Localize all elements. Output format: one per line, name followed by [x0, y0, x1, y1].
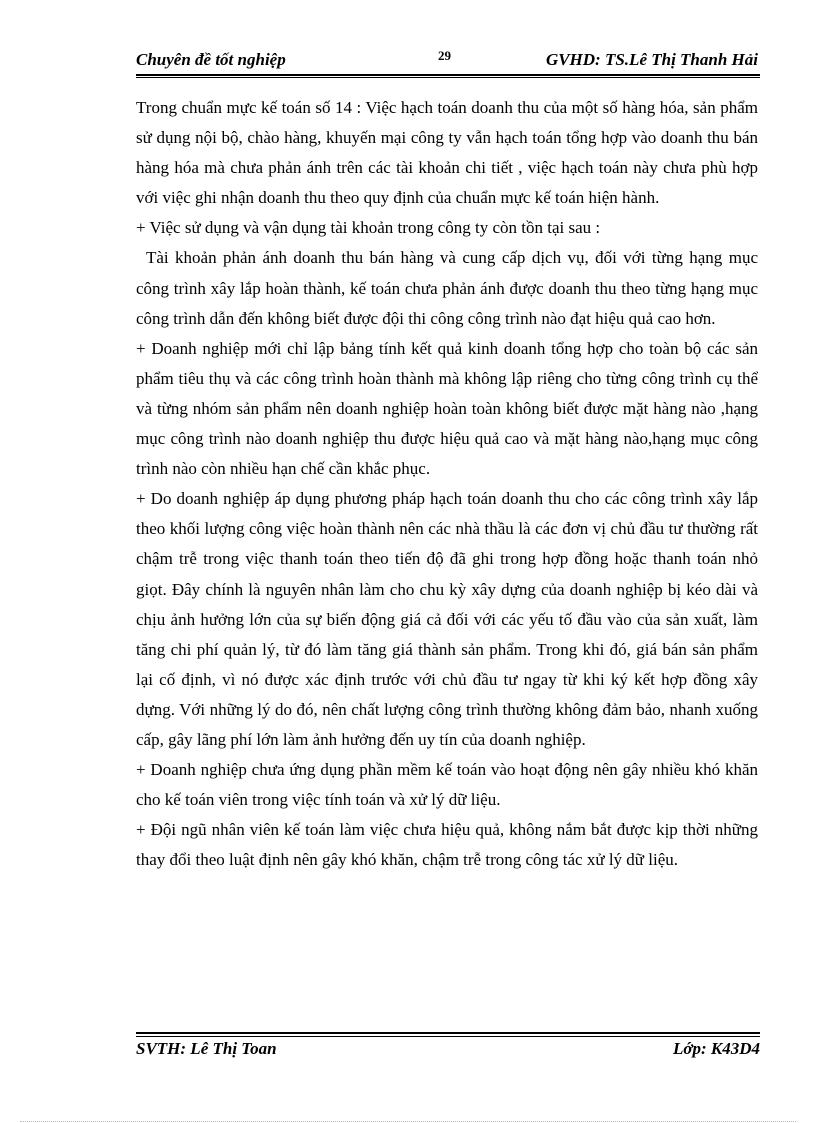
paragraph-business-results: + Doanh nghiệp mới chỉ lập bảng tính kết quả kinh doanh tổng hợp cho toàn bộ các sản phẩm tiêu thụ và các công trình hoàn thành mà không lập riêng cho từng công trình cụ thể và từng nhóm sản phẩm nên doanh nghiệp hoàn toàn không biết được mặt hàng nào ,hạng mục công trình nào doanh nghiệp thu được hiệu quả cao và mặt hàng nào,hạng mục công trình nào còn nhiều hạn chế cần khắc phục. — [136, 338, 758, 479]
footer-divider — [136, 1032, 760, 1034]
paragraph-revenue-account: Tài khoản phản ánh doanh thu bán hàng và cung cấp dịch vụ, đối với từng hạng mục công trình xây lắp hoàn thành, kế toán chưa phản ánh được doanh thu theo từng hạng mục công trình dẫn đến không biết được đội thi công công trình nào đạt hiệu quả cao hơn. — [136, 248, 758, 328]
supervisor-name: GVHD: TS.Lê Thị Thanh Hải — [545, 50, 758, 69]
header-divider — [136, 77, 760, 78]
paragraph-accounting-staff: + Đội ngũ nhân viên kế toán làm việc chưa hiệu quả, không nắm bắt được kịp thời những thay đổi theo luật định nên gây khó khăn, chậm trễ trong công tác xử lý dữ liệu. — [136, 820, 758, 870]
footer-divider-thin — [136, 1036, 760, 1037]
student-name: SVTH: Lê Thị Toan — [136, 1039, 277, 1058]
page-number: 29 — [438, 48, 451, 63]
class-name: Lớp: K43D4 — [672, 1039, 760, 1058]
paragraph-standard-14: Trong chuẩn mực kế toán số 14 : Việc hạch toán doanh thu của một số hàng hóa, sản phẩm sử dụng nội bộ, chào hàng, khuyến mại công ty vẫn hạch toán tổng hợp vào doanh thu bán hàng hóa mà chưa phản ánh trên các tài khoản chi tiết , việc hạch toán này chưa phù hợp với việc ghi nhận doanh thu theo quy định của chuẩn mực kế toán hiện hành. — [136, 98, 758, 208]
paragraph-accounting-software: + Doanh nghiệp chưa ứng dụng phần mềm kế toán vào hoạt động nên gây nhiều khó khăn cho kế toán viên trong việc tính toán và xử lý dữ liệu. — [136, 760, 758, 810]
page-header — [136, 48, 760, 76]
paragraph-payment-delays: + Do doanh nghiệp áp dụng phương pháp hạch toán doanh thu cho các công trình xây lắp theo khối lượng công việc hoàn thành nên các nhà thầu là các đơn vị chủ đầu tư thường rất chậm trễ trong việc thanh toán theo tiến độ đã ghi trong hợp đồng hoặc thanh toán nhỏ giọt. Đây chính là nguyên nhân làm cho chu kỳ xây dựng của doanh nghiệp bị kéo dài và chịu ảnh hưởng lớn của sự biến động giá cả đối với các yếu tố đầu vào của sản xuất, làm tăng chi phí quản lý, từ đó làm tăng giá thành sản phẩm. Trong khi đó, giá bán sản phẩm lại cố định, vì nó được xác định trước với chủ đầu tư ngay từ khi ký kết hợp đồng xây dựng. Với những lý do đó, nên chất lượng công trình thường không đảm bảo, nhanh xuống cấp, gây lãng phí lớn làm ảnh hưởng đến uy tín của doanh nghiệp. — [136, 489, 758, 749]
document-body — [136, 93, 758, 875]
document-title: Chuyên đề tốt nghiệp — [136, 50, 286, 69]
page-edge — [20, 1121, 796, 1122]
paragraph-account-usage: + Việc sử dụng và vận dụng tài khoản trong công ty còn tồn tại sau : — [136, 218, 601, 238]
